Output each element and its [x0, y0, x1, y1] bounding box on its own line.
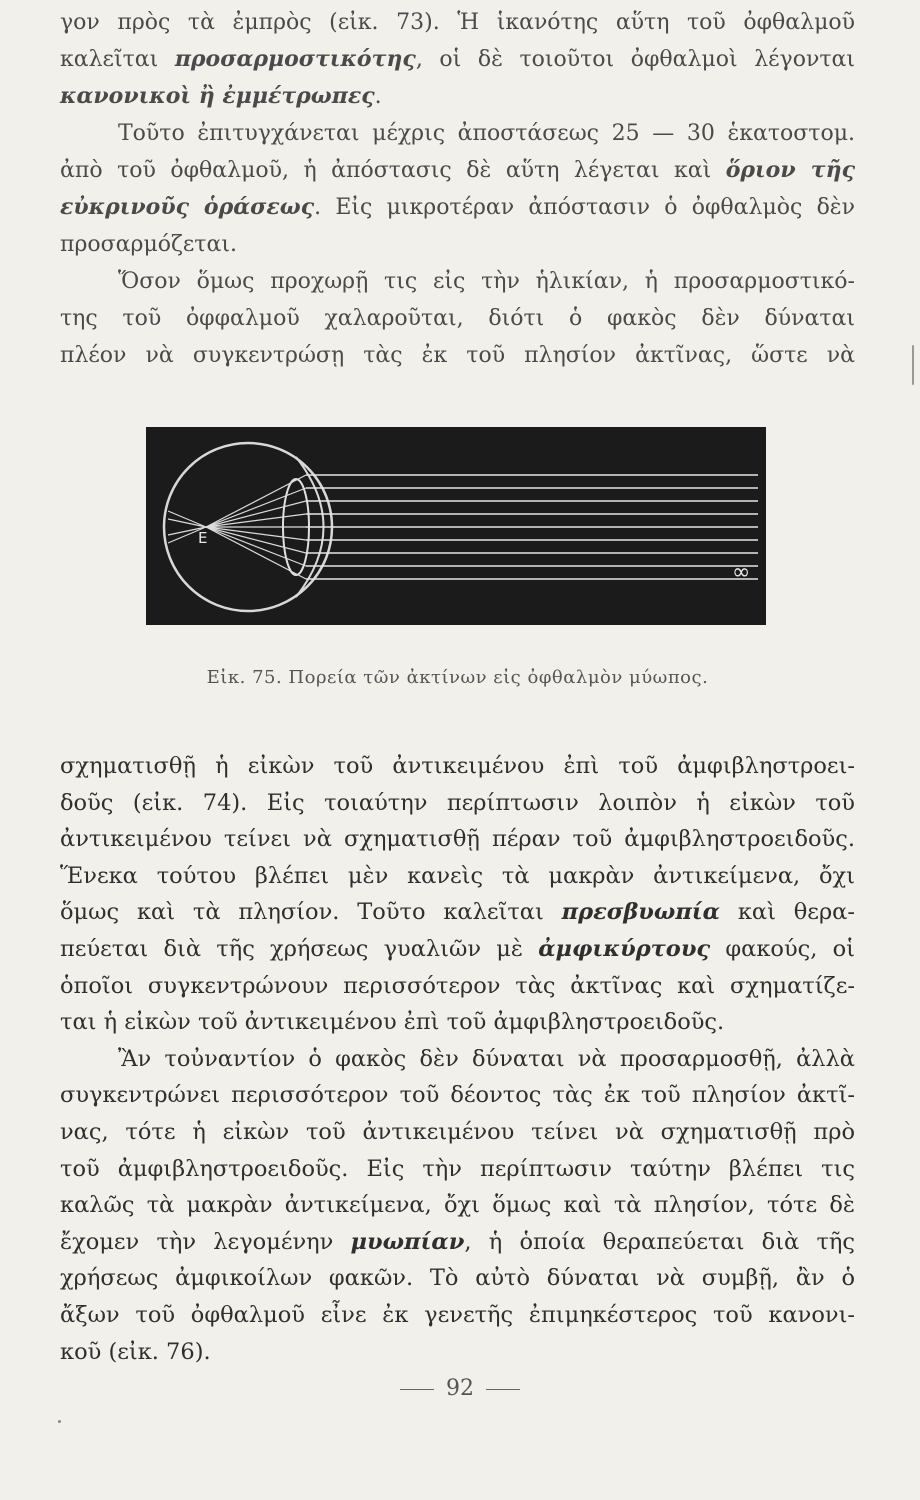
ray-diagram-svg	[146, 427, 766, 625]
paragraph-bottom	[60, 748, 855, 1370]
figure-caption: Εἰκ. 75. Πορεία τῶν ἀκτίνων εἰς ὀφθαλμὸν μύωπος.	[206, 667, 709, 688]
term-near-point: ὅριον τῆς	[725, 157, 855, 183]
text-line: κοῦ (εἰκ. 76).	[60, 1338, 211, 1365]
text-line: της τοῦ ὀφφαλμοῦ χαλαροῦται, διότι ὁ φακὸς δὲν δύναται	[60, 306, 855, 331]
text-line: ται ἡ εἰκὼν τοῦ ἀντικειμένου ἐπὶ τοῦ ἀμφιβληστροειδοῦς.	[60, 1009, 725, 1036]
text-line: Ἂν τοὐναντίον ὁ φακὸς δὲν δύναται νὰ προσαρμοσθῇ, ἀλλὰ	[118, 1045, 855, 1072]
label-infinity: ∞	[732, 560, 751, 585]
text-line: προσαρμόζεται.	[60, 232, 237, 257]
page-number-value: 92	[446, 1376, 474, 1401]
text-line: καλεῖται προσαρμοστικότης, οἱ δὲ τοιοῦτοι ὀφθαλμοὶ λέγονται	[60, 46, 855, 72]
text-line: ἀντικειμένου τείνει νὰ σχηματισθῇ πέραν τοῦ ἀμφιβληστροειδοῦς.	[60, 826, 855, 853]
term-myopia: μυωπίαν	[350, 1228, 465, 1255]
paragraph-top	[60, 4, 855, 374]
text-line: πλέον νὰ συγκεντρώσῃ τὰς ἐκ τοῦ πλησίον ἀκτῖνας, ὥστε νὰ	[60, 343, 855, 368]
paper-speck	[58, 1420, 61, 1423]
text-line: δοῦς (εἰκ. 74). Εἰς τοιαύτην περίπτωσιν λοιπὸν ἡ εἰκὼν τοῦ	[60, 789, 855, 816]
text-line: Τοῦτο ἐπιτυγχάνεται μέχρις ἀποστάσεως 25 — 30 ἑκατοστομ.	[118, 121, 855, 146]
text-line: ὁποῖοι συγκεντρώνουν περισσότερον τὰς ἀκτῖνας καὶ σχηματίζε-	[60, 972, 855, 999]
term-emmetropes: κανονικοὶ ἢ ἐμμέτρωπες	[60, 83, 375, 109]
text-line: κανονικοὶ ἢ ἐμμέτρωπες.	[60, 83, 382, 109]
dash-left	[400, 1389, 434, 1390]
text-line: σχηματισθῇ ἡ εἰκὼν τοῦ ἀντικειμένου ἐπὶ τοῦ ἀμφιβληστροει-	[60, 753, 855, 779]
text-line: Ἕνεκα τούτου βλέπει μὲν κανεὶς τὰ μακρὰν ἀντικείμενα, ὄχι	[60, 862, 855, 889]
text-line: πεύεται διὰ τῆς χρήσεως γυαλιῶν μὲ ἀμφικύρτους φακούς, οἱ	[60, 935, 855, 962]
page-number	[0, 1376, 920, 1401]
term-clear-vision: εὐκρινοῦς ὁράσεως	[60, 194, 315, 220]
text-line: χρήσεως ἀμφικοίλων φακῶν. Τὸ αὐτὸ δύναται νὰ συμβῇ, ἂν ὁ	[60, 1265, 855, 1292]
term-presbyopia: πρεσβυωπία	[561, 899, 720, 926]
scan-mark	[912, 345, 914, 385]
figure-background	[146, 427, 766, 625]
myopia-ray-diagram	[146, 427, 766, 625]
label-e: E	[198, 529, 208, 547]
dash-right	[486, 1389, 520, 1390]
term-biconvex: ἀμφικύρτους	[538, 935, 711, 962]
text-line: καλῶς τὰ μακρὰν ἀντικείμενα, ὄχι ὅμως καὶ τὰ πλησίον, τότε δὲ	[60, 1192, 855, 1219]
text-line: Ὅσον ὅμως προχωρῇ τις εἰς τὴν ἡλικίαν, ἡ προσαρμοστικό-	[118, 269, 855, 294]
term-accommodation: προσαρμοστικότης	[174, 46, 416, 72]
text-line: νας, τότε ἡ εἰκὼν τοῦ ἀντικειμένου τείνει νὰ σχηματισθῇ πρὸ	[60, 1118, 855, 1145]
text-line: τοῦ ἀμφιβληστροειδοῦς. Εἰς τὴν περίπτωσιν ταύτην βλέπει τις	[60, 1155, 855, 1182]
text-line: ἀπὸ τοῦ ὀφθαλμοῦ, ἡ ἀπόστασις δὲ αὕτη λέγεται καὶ ὅριον τῆς	[60, 157, 855, 183]
text-line: εὐκρινοῦς ὁράσεως. Εἰς μικροτέραν ἀπόστασιν ὁ ὀφθαλμὸς δὲν	[60, 194, 855, 220]
text-line: συγκεντρώνει περισσότερον τοῦ δέοντος τὰς ἐκ τοῦ πλησίον ἀκτῖ-	[60, 1082, 855, 1109]
text-line: γον πρὸς τὰ ἐμπρὸς (εἰκ. 73). Ἡ ἱκανότης αὕτη τοῦ ὀφθαλμοῦ	[60, 10, 855, 35]
text-line: ἄξων τοῦ ὀφθαλμοῦ εἶνε ἐκ γενετῆς ἐπιμηκέστερος τοῦ κανονι-	[60, 1301, 855, 1328]
text-line: ἔχομεν τὴν λεγομένην μυωπίαν, ἡ ὁποία θεραπεύεται διὰ τῆς	[60, 1228, 855, 1255]
text-line: ὅμως καὶ τὰ πλησίον. Τοῦτο καλεῖται πρεσβυωπία καὶ θερα-	[60, 899, 855, 926]
